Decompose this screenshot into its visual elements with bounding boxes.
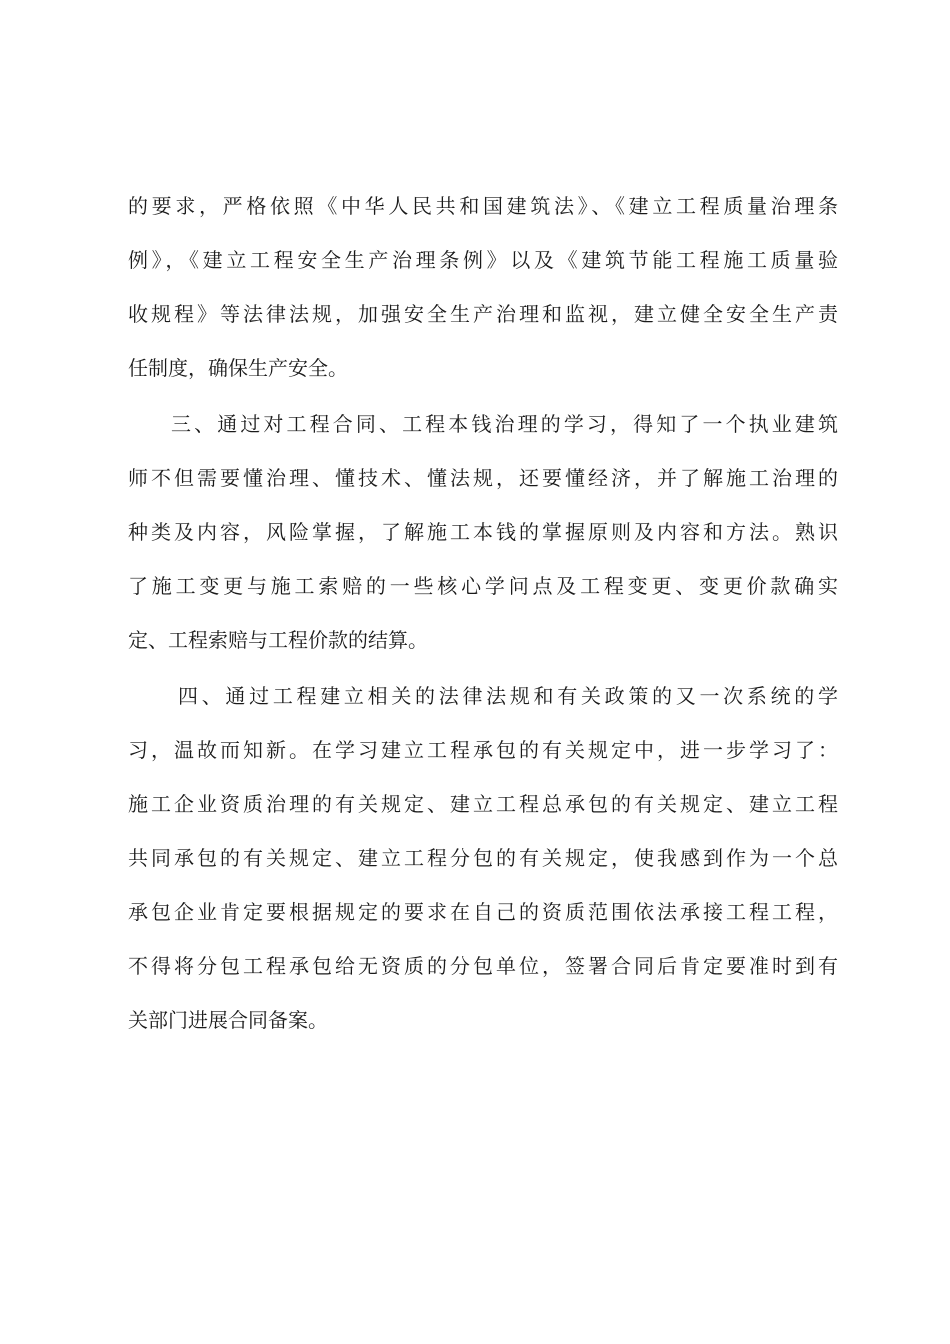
paragraph-line: 共同承包的有关规定、建立工程分包的有关规定，使我感到作为一个总 bbox=[128, 846, 838, 870]
paragraph-1 bbox=[128, 186, 838, 402]
paragraph-line: 了施工变更与施工索赔的一些核心学问点及工程变更、变更价款确实 bbox=[128, 574, 838, 598]
paragraph-line: 定、工程索赔与工程价款的结算。 bbox=[128, 628, 428, 652]
document-body bbox=[128, 186, 838, 1054]
paragraph-3 bbox=[128, 676, 838, 1054]
paragraph-line: 承包企业肯定要根据规定的要求在自己的资质范围依法承接工程工程， bbox=[128, 900, 838, 924]
paragraph-line: 任制度，确保生产安全。 bbox=[128, 356, 348, 380]
paragraph-line: 的要求，严格依照《中华人民共和国建筑法》、《建立工程质量治理条 bbox=[128, 194, 838, 218]
paragraph-line: 种类及内容，风险掌握，了解施工本钱的掌握原则及内容和方法。熟识 bbox=[128, 520, 838, 544]
paragraph-line: 不得将分包工程承包给无资质的分包单位，签署合同后肯定要准时到有 bbox=[128, 954, 838, 978]
paragraph-2 bbox=[128, 404, 838, 674]
paragraph-line: 例》，《建立工程安全生产治理条例》以及《建筑节能工程施工质量验 bbox=[128, 248, 838, 272]
paragraph-line: 四、通过工程建立相关的法律法规和有关政策的又一次系统的学 bbox=[178, 684, 838, 708]
paragraph-line: 关部门进展合同备案。 bbox=[128, 1008, 328, 1032]
paragraph-line: 习，温故而知新。在学习建立工程承包的有关规定中，进一步学习了： bbox=[128, 738, 838, 762]
paragraph-line: 收规程》等法律法规，加强安全生产治理和监视，建立健全安全生产责 bbox=[128, 302, 838, 326]
paragraph-line: 三、通过对工程合同、工程本钱治理的学习，得知了一个执业建筑 bbox=[171, 412, 838, 436]
paragraph-line: 施工企业资质治理的有关规定、建立工程总承包的有关规定、建立工程 bbox=[128, 792, 838, 816]
paragraph-line: 师不但需要懂治理、懂技术、懂法规，还要懂经济，并了解施工治理的 bbox=[128, 466, 838, 490]
